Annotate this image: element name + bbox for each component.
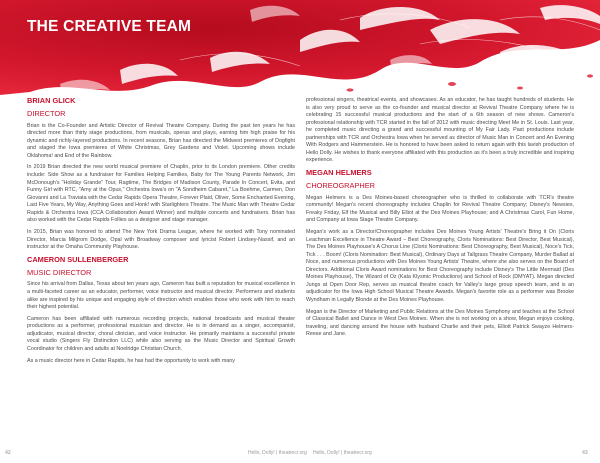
- bio-paragraph: As a music director here in Cedar Rapids, he has had the opportunity to work with many: [27, 357, 235, 364]
- footer-credit-left: Hello, Dolly! | theatrecr.org: [248, 450, 307, 456]
- bio-paragraph: Megan is the Director of Marketing and Public Relations at the Des Moines Symphony and teaches at the School of Classical Ballet and Dance in West Des Moines. When she is not working on a show, Megan enjoys cooking, traveling, and dancing around the house with husband Charlie and their pets, Elliott Patrick Swayze Helmers-Reese and Jane.: [306, 308, 574, 338]
- bio-paragraph: Brian is the Co-Founder and Artistic Director of Revival Theatre Company. During the past ten years he has directed more than thirty stage productions, from musicals, operas and plays, earning him high praise for his dynamic and richly-layered productions. In recent seasons, Brian has directed the Midwest premieres of Dogfight and staged the Iowa premieres of White Christmas, Grey Gardens and Violet. Upcoming shows include Oklahoma! and End of the Rainbow.: [27, 122, 295, 159]
- footer-credit-right: Hello, Dolly! | theatrecr.org: [313, 450, 372, 456]
- cameron-sullenberger-bio: [27, 256, 295, 365]
- bio-paragraph: Since his arrival from Dallas, Texas about ten years ago, Cameron has built a reputation for musical excellence in a multi-faceted career as an educator, performer, voice instructor and musical director. Performers and students alike are inspired by his unique and engaging style of direction which enables those who work with him to reach their highest potential.: [27, 281, 295, 311]
- person-name: MEGAN HELMERS: [306, 168, 372, 178]
- bio-paragraph: Megan's work as a Director/Choreographer includes Des Moines Young Artists' Theatre's Bring it On (Cloris Leachman Excellence in Theatre Award – Best Choreography, Cloris Nominations: Best Director, Best Musical), The Des Moines Playhouse's A Chorus Line (Cloris Nominations: Best Choreography, Best Musical), Noce's Tick, Tick . . . Boom! (Cloris Nomination: Best Musical), Ordinary Days at Tallgrass Theatre Company, Murder Ballad at Noce, and numerous productions with Des Moines Young Artists' Theatre, where she also serves on the Board of Directors. Additional Cloris Award nominations for Best Choreography include Disney's The Little Mermaid (Des Moines Playhouse), The Wizard of Oz (Kata Klysmic Productions) and School of Rock (DMYAT). Megan directed Jungs at Open Door Rep, serves as musical theatre coach for Valley's large group speech team, and is an adjudicator for the Iowa High School Musical Theatre Awards. Megan's favorite role as a performer was Brooke Wyndham in Legally Blonde at the Des Moines Playhouse.: [306, 229, 574, 303]
- bio-paragraph: In 2015, Brian was honored to attend The New York Drama League, where he worked with Tony nominated Director, Marcia Milgrom Dodge, Opal with Broadway composer and lyricist Robert Lindsey-Nassif, and an instructor at the Omaha Community Playhouse.: [27, 229, 295, 251]
- page-footer: [0, 450, 600, 460]
- page-number-right: 43: [582, 450, 588, 456]
- left-column: [27, 97, 295, 369]
- person-name: BRIAN GLICK: [27, 96, 76, 105]
- feather-header-banner: [0, 0, 600, 95]
- bio-paragraph: Cameron has been affiliated with numerous recording projects, national broadcasts and musical theater productions as a performer, professional musician and director. He is in demand as a singer, accompanist, adjudicator, musical director, choral clinician, and voice instructor. He primarily maintains a successful private vocal studio (Singers Fly Distinction LLC) while also serving as the Music Director and Spiritual Growth Coordinator for children and adults at Noelridge Christian Church.: [27, 315, 295, 352]
- right-column: [306, 97, 574, 343]
- person-role: CHOREOGRAPHER: [306, 180, 375, 190]
- page-title: THE CREATIVE TEAM: [27, 18, 192, 35]
- person-role: DIRECTOR: [27, 108, 66, 118]
- bio-paragraph: Megan Helmers is a Des Moines-based choreographer who is thrilled to collaborate with TCR's theatre community! Megan's recent choreography includes Chaplin for Revival Theatre Company; Disney's Newsies, Freaky Friday, Elf the Musical and Billy Elliot at the Des Moines Playhouse; and A Christmas Carol, Fun Home, and Company at Iowa Stage Theatre Company.: [306, 194, 574, 224]
- bio-paragraph-continued: professional singers, theatrical events, and showcases. As an educator, he has taught hundreds of students. He is also very proud to serve as the co-founder and musical director at Revival Theatre Company where he is celebrating 15 successful musical productions and the start of a 6th season of new shows. Cameron's professional relationship with TCR started in the fall of 2012 with music directing Meet Me in St. Louis. Last year, he completed music directing a grand and successful mounting of My Fair Lady. Past productions include partnerships with TCR and Orchestra Iowa when he served as director of Music Man in Concert and An Evening With Rodgers and Hammerstein. He is honored to have been asked to return again with this lavish production of Hello Dolly. He wishes to thank everyone affiliated with this production as it's been a truly incredible and inspiring experience.: [306, 97, 574, 164]
- page-number-left: 42: [5, 450, 11, 456]
- person-name: CAMERON SULLENBERGER: [27, 254, 129, 264]
- red-feather-artwork: [0, 0, 600, 95]
- megan-helmers-bio: [306, 169, 574, 339]
- person-role: MUSIC DIRECTOR: [27, 267, 92, 277]
- brian-glick-bio: [27, 97, 295, 252]
- bio-paragraph: In 2019 Brian directed the new world musical premiere of Chaplin, prior to its London premiere. Other credits include: Side Show as a fundraiser for Families Helping Families, Baby for The Young Parents Network, Jim McDonough's "Holiday Grande" Tour, Ragtime, The Bridges of Madison County, Parade In Concert, Evita, and Funny Girl with RTC, "Amy at the Opus," Orchestra Iowa's on "A Sondheim Cabaret," La Boehme, Carmen, Don Giovanni and La Traviata with the Cedar Rapids Opera Theatre, Forever Plaid, Oliver, Some Enchanted Evening, Last Five Years, My Way, Anything Goes and Honk! with Starlighters Theatre. The Music Man with Theatre Cedar Rapids & Orchestra Iowa (CCA Collaboration Award Winner) and multiple concerts and fundraisers. Brian has also worked with the Cedar Rapids Follies as a designer and stage manager.: [27, 164, 295, 224]
